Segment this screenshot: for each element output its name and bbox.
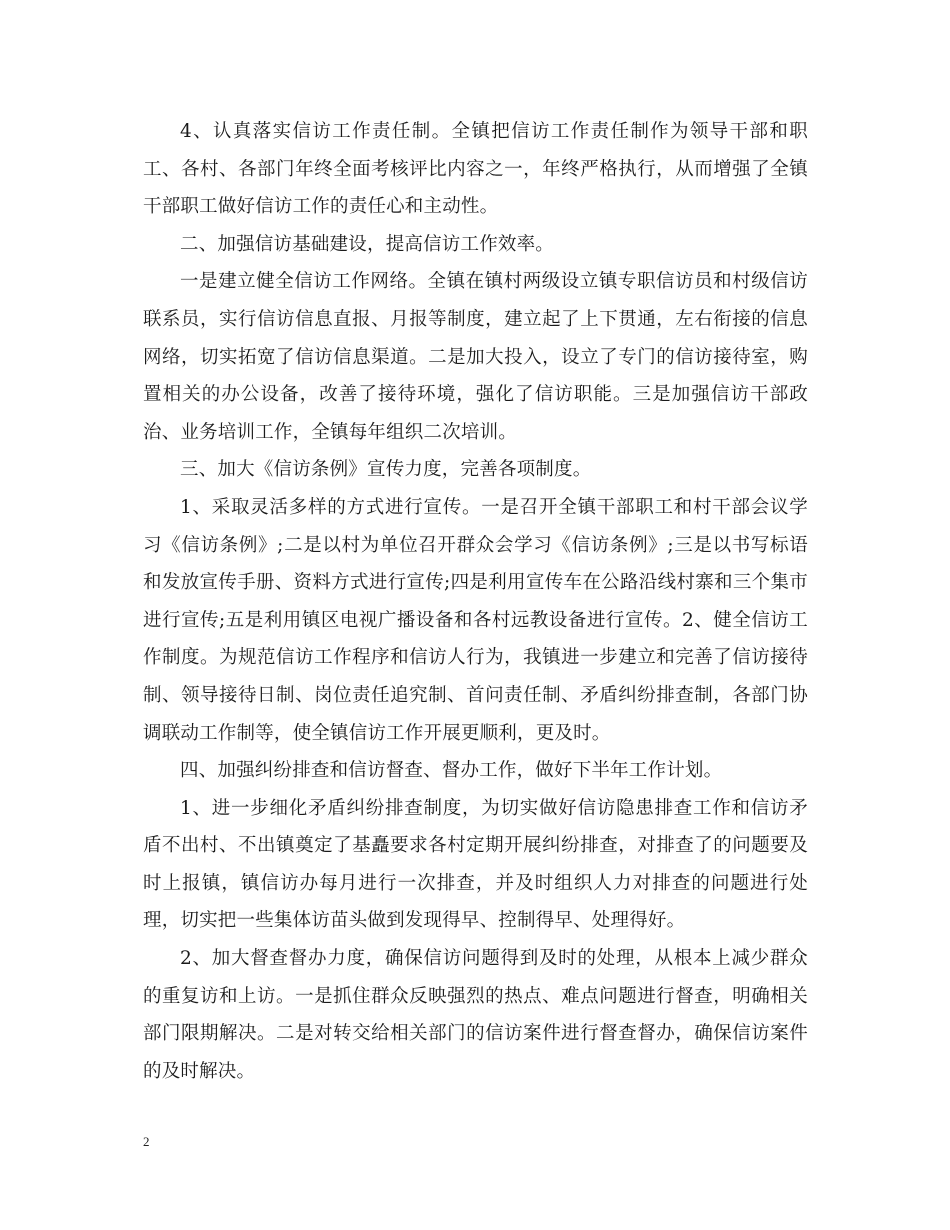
heading-section-three: 三、加大《信访条例》宣传力度，完善各项制度。 <box>180 459 592 481</box>
heading-section-two: 二、加强信访基础建设，提高信访工作效率。 <box>180 233 555 255</box>
paragraph-network-building: 一是建立健全信访工作网络。全镇在镇村两级设立镇专职信访员和村级信访联系员，实行信访信息直报、月报等制度，建立起了上下贯通，左右衔接的信息网络，切实拓宽了信访信息渠道。二是加大投入，设立了专门的信访接待室，购置相关的办公设备，改善了接待环境，强化了信访职能。三是加强信访干部政治、业务培训工作，全镇每年组织二次培训。 <box>143 271 808 443</box>
page-number: 2 <box>143 1134 150 1149</box>
paragraph-responsibility-system: 4、认真落实信访工作责任制。全镇把信访工作责任制作为领导干部和职工、各村、各部门年终全面考核评比内容之一，年终严格执行，从而增强了全镇干部职工做好信访工作的责任心和主动性。 <box>143 121 808 218</box>
paragraph-publicity-and-rules: 1、采取灵活多样的方式进行宣传。一是召开全镇干部职工和村干部会议学习《信访条例》;二是以村为单位召开群众会学习《信访条例》;三是以书写标语和发放宣传手册、资料方式进行宣传;四是利用宣传车在公路沿线村寨和三个集市进行宣传;五是利用镇区电视广播设备和各村远教设备进行宣传。2、健全信访工作制度。为规范信访工作程序和信访人行为，我镇进一步建立和完善了信访接待制、领导接待日制、岗位责任追究制、首问责任制、矛盾纠纷排查制，各部门协调联动工作制等，使全镇信访工作开展更顺利，更及时。 <box>143 496 808 744</box>
heading-section-four: 四、加强纠纷排查和信访督查、督办工作，做好下半年工作计划。 <box>180 760 723 782</box>
paragraph-supervision: 2、加大督查督办力度，确保信访问题得到及时的处理，从根本上减少群众的重复访和上访。一是抓住群众反映强烈的热点、难点问题进行督查，明确相关部门限期解决。二是对转交给相关部门的信访案件进行督查督办，确保信访案件的及时解决。 <box>143 948 808 1082</box>
paragraph-dispute-screening: 1、进一步细化矛盾纠纷排查制度，为切实做好信访隐患排查工作和信访矛盾不出村、不出镇奠定了基矗要求各村定期开展纠纷排查，对排查了的问题要及时上报镇，镇信访办每月进行一次排查，并及时组织人力对排查的问题进行处理，切实把一些集体访苗头做到发现得早、控制得早、处理得好。 <box>143 797 808 932</box>
document-body <box>143 113 808 1090</box>
